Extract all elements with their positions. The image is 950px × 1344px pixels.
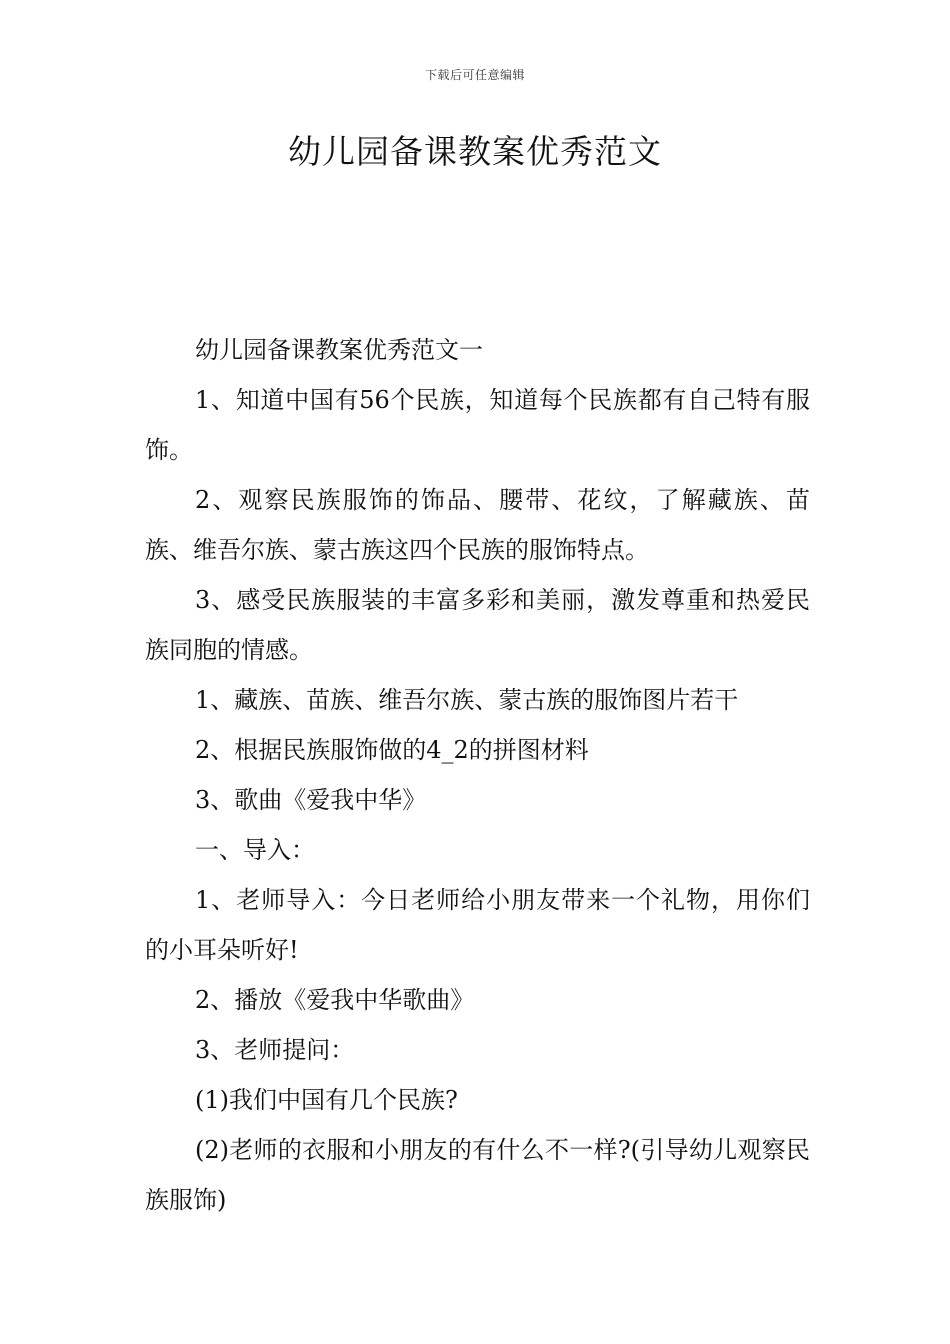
question-2: (2)老师的衣服和小朋友的有什么不一样?(引导幼儿观察民族服饰)	[145, 1136, 810, 1214]
question-1: (1)我们中国有几个民族?	[195, 1086, 458, 1114]
objective-3: 3、感受民族服装的丰富多彩和美丽，激发尊重和热爱民族同胞的情感。	[145, 586, 810, 664]
material-1: 1、藏族、苗族、维吾尔族、蒙古族的服饰图片若干	[195, 686, 739, 714]
document-title: 幼儿园备课教案优秀范文	[288, 132, 662, 171]
process-step-2: 2、播放《爱我中华歌曲》	[195, 986, 475, 1014]
objective-2: 2、观察民族服饰的饰品、腰带、花纹，了解藏族、苗族、维吾尔族、蒙古族这四个民族的服饰特点。	[145, 486, 810, 564]
process-step-1: 1、老师导入：今日老师给小朋友带来一个礼物，用你们的小耳朵听好!	[145, 886, 810, 964]
document-body	[145, 325, 810, 1225]
material-3: 3、歌曲《爱我中华》	[195, 786, 427, 814]
header-note: 下载后可任意编辑	[424, 68, 525, 82]
material-2: 2、根据民族服饰做的4_2的拼图材料	[195, 736, 589, 764]
process-step-3: 3、老师提问：	[195, 1036, 355, 1064]
process-heading: 一、导入：	[195, 836, 315, 864]
section-heading: 幼儿园备课教案优秀范文一	[195, 336, 483, 364]
objective-1: 1、知道中国有56个民族，知道每个民族都有自己特有服饰。	[145, 386, 810, 464]
